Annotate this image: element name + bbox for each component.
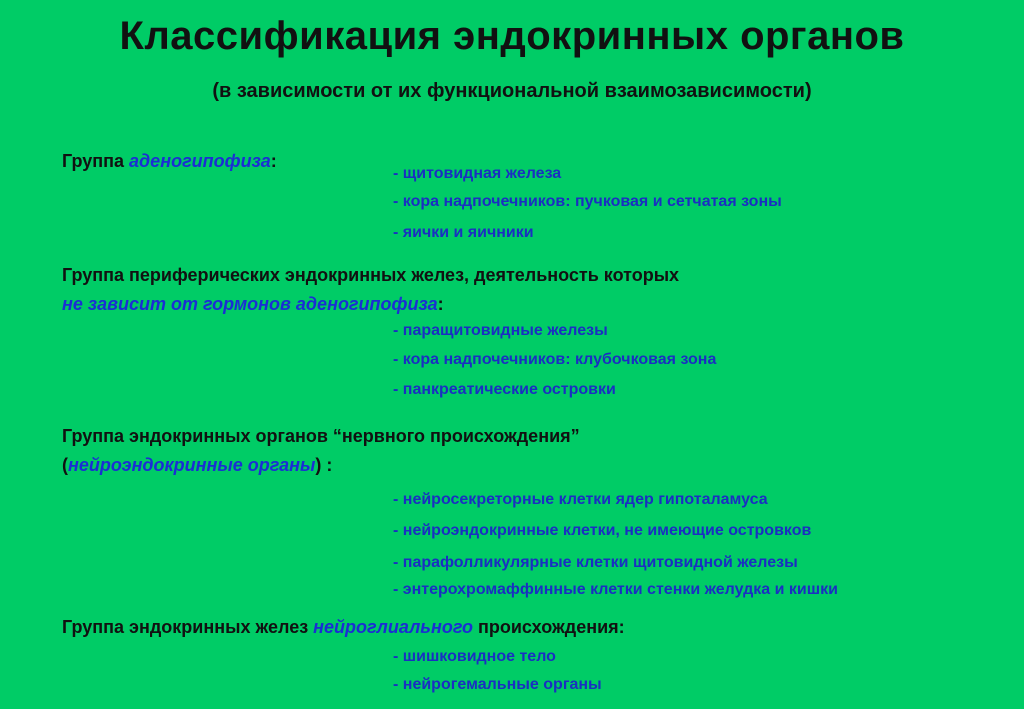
group-2-heading-line1: Группа периферических эндокринных желез, деятельность которых [62, 265, 680, 285]
group-2-heading [62, 261, 679, 319]
group-3-heading-colon: ) : [315, 455, 333, 475]
group-3-item: - нейросекреторные клетки ядер гипоталамуса [393, 491, 768, 508]
group-2-highlight: не зависит от гормонов аденогипофиза [62, 294, 438, 314]
group-3-heading [62, 422, 580, 480]
group-3-highlight: нейроэндокринные органы [68, 455, 316, 475]
group-3-item: - энтерохромаффинные клетки стенки желудка и кишки [393, 581, 838, 598]
group-4-heading-text: Группа эндокринных желез [62, 617, 314, 637]
group-1-heading [62, 147, 277, 176]
group-1-item: - кора надпочечников: пучковая и сетчатая зоны [393, 193, 782, 210]
group-1-heading-text: Группа [62, 151, 130, 171]
page-title: Классификация эндокринных органов [119, 14, 905, 58]
group-4-item: - шишковидное тело [393, 648, 556, 665]
group-2-item: - панкреатические островки [393, 381, 616, 398]
group-1-heading-colon: : [270, 151, 277, 171]
group-3-heading-line1: Группа эндокринных органов “нервного происхождения” [62, 426, 580, 446]
group-2-item: - кора надпочечников: клубочковая зона [393, 351, 717, 368]
group-4-highlight: нейроглиального [313, 617, 473, 637]
group-3-item: - парафолликулярные клетки щитовидной железы [393, 554, 798, 571]
group-3-heading-line2 [62, 451, 580, 480]
group-3-heading-paren: ( [62, 455, 68, 475]
group-2-heading-colon: : [437, 294, 444, 314]
group-4-heading-suffix: происхождения: [472, 617, 625, 637]
group-3-item: - нейроэндокринные клетки, не имеющие островков [393, 522, 812, 539]
group-4-heading [62, 613, 625, 642]
group-4-item: - нейрогемальные органы [393, 676, 602, 693]
group-2-item: - паращитовидные железы [393, 322, 608, 339]
group-1-highlight: аденогипофиза [129, 151, 271, 171]
group-1-item: - щитовидная железа [393, 165, 562, 182]
group-1-item: - яички и яичники [393, 224, 534, 241]
group-2-heading-line2 [62, 290, 679, 319]
page-subtitle: (в зависимости от их функциональной взаимозависимости) [212, 80, 812, 102]
